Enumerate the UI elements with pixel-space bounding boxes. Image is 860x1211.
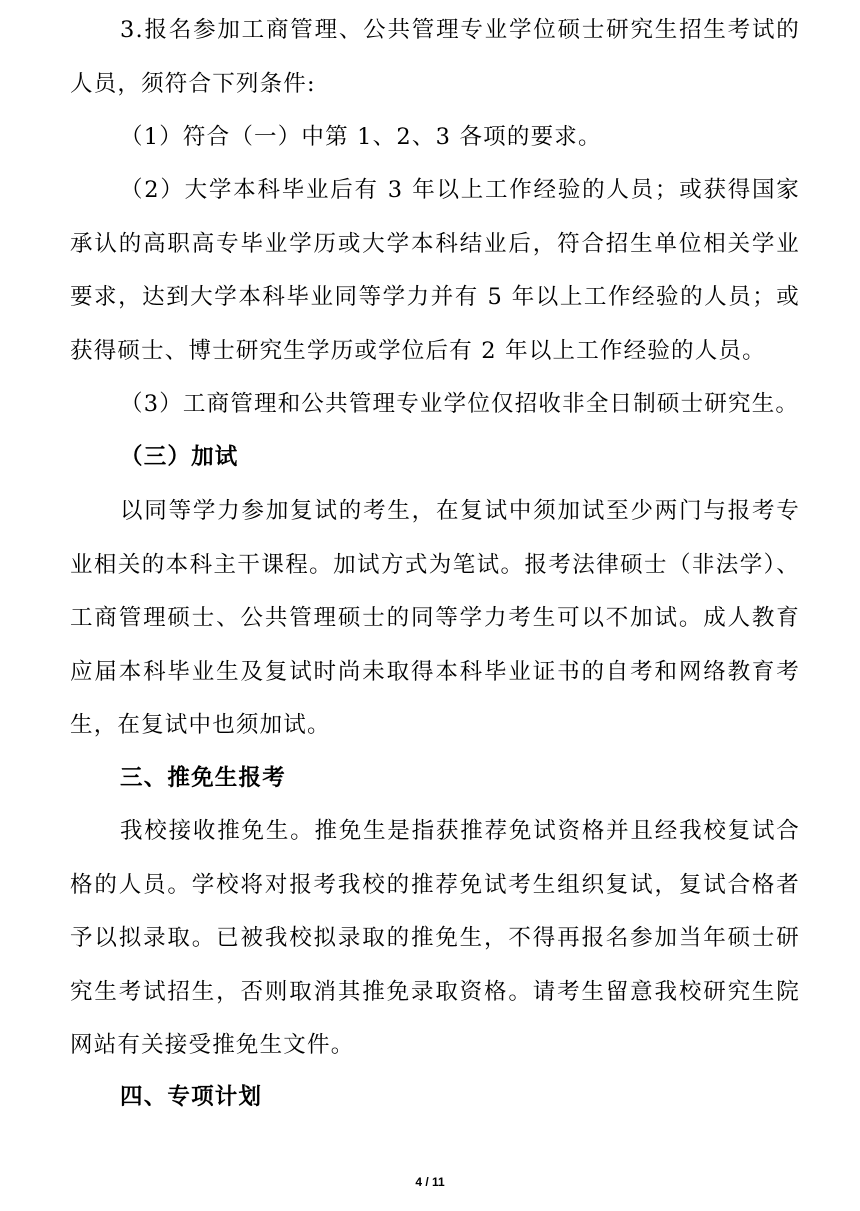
heading-recommended-students: 三、推免生报考: [120, 765, 286, 791]
paragraph-recommended-students: 我校接收推免生。推免生是指获推荐免试资格并且经我校复试合格的人员。学校将对报考我校的推荐免试考生组织复试，复试合格者予以拟录取。已被我校拟录取的推免生，不得再报名参加当年硕士研究生考试招生，否则取消其推免录取资格。请考生留意我校研究生院网站有关接受推免生文件。: [70, 818, 800, 1058]
paragraph-extra-exam: 以同等学力参加复试的考生，在复试中须加试至少两门与报考专业相关的本科主干课程。加试方式为笔试。报考法律硕士（非法学）、工商管理硕士、公共管理硕士的同等学力考生可以不加试。成人教育应届本科毕业生及复试时尚未取得本科毕业证书的自考和网络教育考生，在复试中也须加试。: [70, 498, 800, 738]
paragraph-condition-2: （2）大学本科毕业后有 3 年以上工作经验的人员；或获得国家承认的高职高专毕业学历或大学本科结业后，符合招生单位相关学业要求，达到大学本科毕业同等学力并有 5 年以上工作经验的人员；或获得硕士、博士研究生学历或学位后有 2 年以上工作经验的人员。: [70, 177, 800, 364]
page-number: 4 / 11: [415, 1175, 445, 1189]
heading-special-plan: 四、专项计划: [120, 1084, 263, 1110]
paragraph-mba-mpa-conditions: 3.报名参加工商管理、公共管理专业学位硕士研究生招生考试的人员，须符合下列条件:: [70, 17, 800, 97]
paragraph-condition-1: （1）符合（一）中第 1、2、3 各项的要求。: [120, 124, 602, 150]
heading-extra-exam: （三）加试: [120, 444, 239, 470]
paragraph-condition-3: （3）工商管理和公共管理专业学位仅招收非全日制硕士研究生。: [120, 391, 800, 417]
